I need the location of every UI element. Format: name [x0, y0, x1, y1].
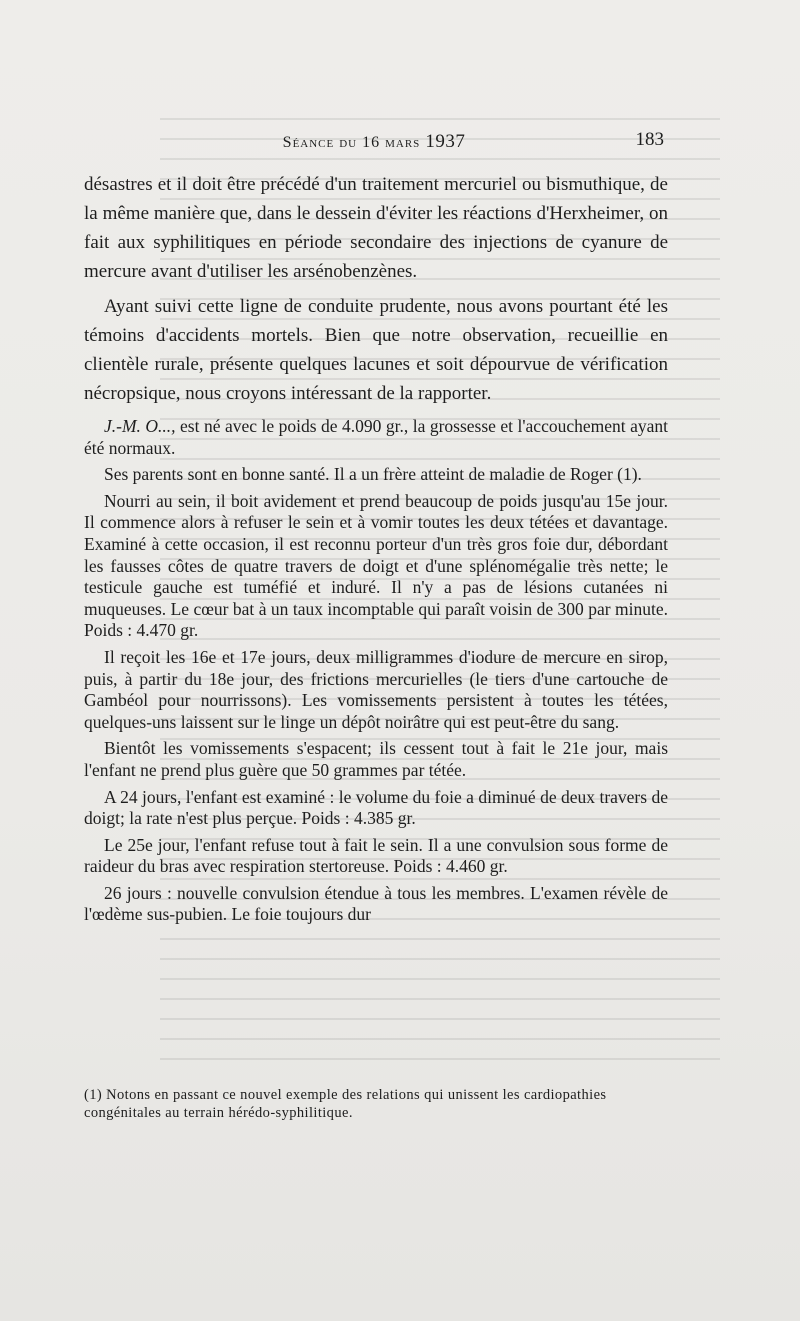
footnote: (1) Notons en passant ce nouvel exemple des relations qui unissent les cardiopathies congénitales au terrain hérédo-syphilitique.	[84, 1087, 607, 1121]
paragraph-1: désastres et il doit être précédé d'un traitement mercuriel ou bismuthique, de la même manière que, dans le dessein d'éviter les réactions d'Herxheimer, on fait aux syphilitiques en période secondaire des injections de cyanure de mercure avant d'utiliser les arsénobenzènes.	[84, 174, 668, 282]
header-title	[84, 131, 664, 153]
case-paragraph-3: Nourri au sein, il boit avidement et prend beaucoup de poids jusqu'au 15e jour. Il commence alors à refuser le sein et à vomir toutes les deux tétées et davantage. Examiné à cette occasion, il est reconnu porteur d'un très gros foie dur, débordant les fausses côtes de quatre travers de doigt et d'une splénomégalie très nette; le testicule gauche est tuméfié et induré. Il n'y a pas de lésions cutanées ni muqueuses. Le cœur bat à un taux incomptable qui paraît voisin de 300 par minute. Poids : 4.470 gr.	[84, 490, 668, 641]
case-report	[84, 416, 668, 926]
case-paragraph-2: Ses parents sont en bonne santé. Il a un frère atteint de maladie de Roger (1).	[104, 464, 642, 485]
header-session: Séance du 16 mars	[282, 134, 421, 151]
case-paragraph-4: Il reçoit les 16e et 17e jours, deux milligrammes d'iodure de mercure en sirop, puis, à partir du 18e jour, des frictions mercurielles (le tiers d'une cartouche de Gambéol pour nourrissons). Les vomissements persistent à toutes les tétées, quelques-uns laissent sur le linge un dépôt noirâtre qui est peut-être du sang.	[84, 646, 668, 732]
paragraph-2: Ayant suivi cette ligne de conduite prudente, nous avons pourtant été les témoins d'accidents mortels. Bien que notre observation, recueillie en clientèle rurale, présente quelques lacunes et soit dépourvue de vérification nécropsique, nous croyons intéressant de la rapporter.	[84, 296, 668, 404]
running-header	[84, 131, 664, 157]
case-paragraph-5: Bientôt les vomissements s'espacent; ils cessent tout à fait le 21e jour, mais l'enfant ne prend plus guère que 50 grammes par tétée.	[84, 738, 668, 780]
case-paragraph-7: Le 25e jour, l'enfant refuse tout à fait le sein. Il a une convulsion sous forme de raideur du bras avec respiration stertoreuse. Poids : 4.460 gr.	[84, 834, 668, 877]
case-paragraph-6: A 24 jours, l'enfant est examiné : le volume du foie a diminué de deux travers de doigt; la rate n'est plus perçue. Poids : 4.385 gr.	[84, 786, 668, 829]
case-paragraph-8: 26 jours : nouvelle convulsion étendue à tous les membres. L'examen révèle de l'œdème sus-pubien. Le foie toujours dur	[84, 882, 668, 925]
main-text	[84, 170, 668, 931]
patient-initials: J.-M. O...,	[104, 416, 176, 436]
page-number: 183	[635, 129, 664, 150]
case-paragraph-1-text: est né avec le poids de 4.090 gr., la grossesse et l'accouchement ayant été normaux.	[84, 416, 668, 458]
case-paragraph-1	[84, 416, 668, 459]
header-year: 1937	[425, 131, 466, 152]
